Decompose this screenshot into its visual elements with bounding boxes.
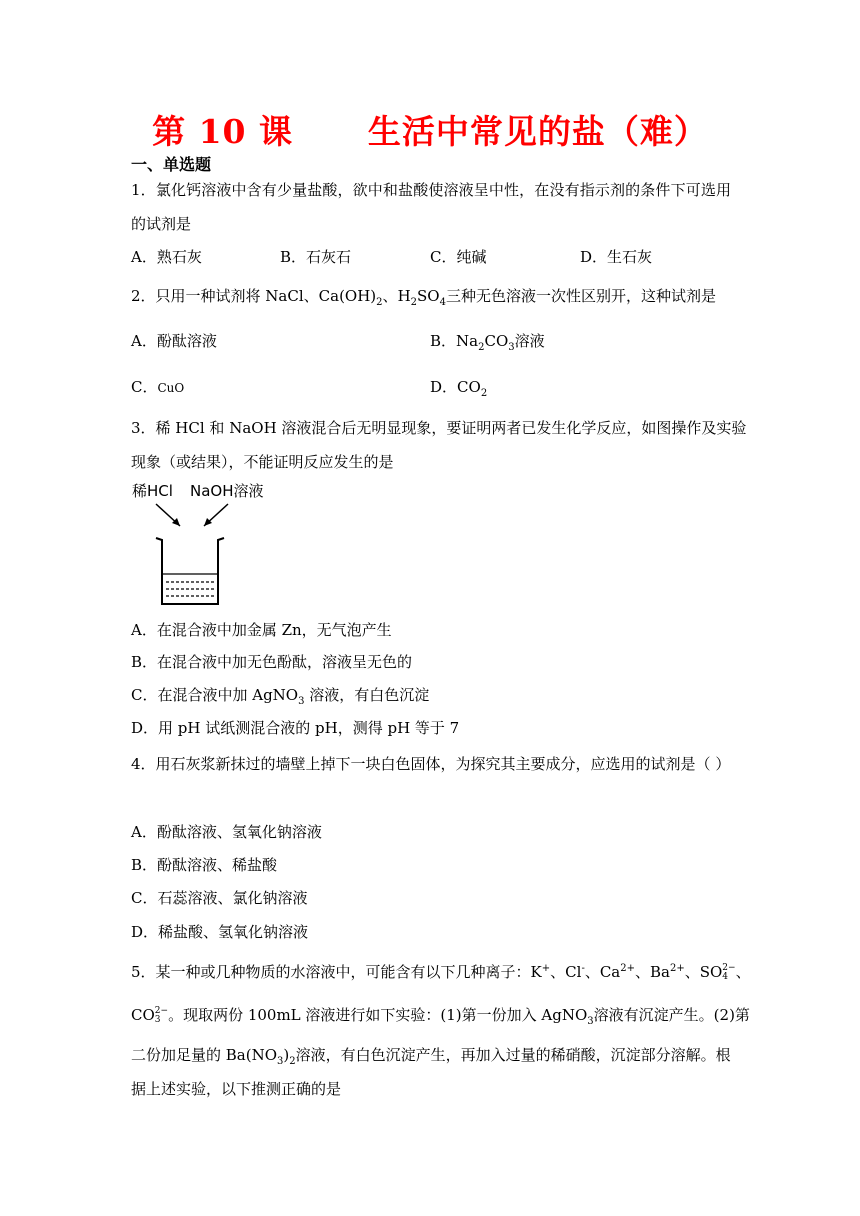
question-1-option-a: A．熟石灰 (131, 248, 202, 266)
question-2-option-a: A．酚酞溶液 (131, 332, 217, 350)
question-3-option-b: B．在混合液中加无色酚酞，溶液呈无色的 (131, 653, 413, 671)
question-1-stem-line-1: 1．氯化钙溶液中含有少量盐酸，欲中和盐酸使溶液呈中性，在没有指示剂的条件下可选用 (131, 181, 731, 199)
question-2-stem-prefix: 2．只用一种试剂将 NaCl、 (131, 287, 319, 305)
page-title: 第 10 课 生活中常见的盐（难） (152, 112, 708, 151)
question-4-option-d: D．稀盐酸、氢氧化钠溶液 (131, 923, 309, 941)
question-4-stem: 4．用石灰浆新抹过的墙壁上掉下一块白色固体，为探究其主要成分，应选用的试剂是（ ） (131, 755, 731, 773)
question-5-stem-line-2: CO 2− 3 。现取两份 100mL 溶液进行如下实验：(1)第一份加入 AgNO$_3$溶液有沉淀产生。(2)第 (131, 1006, 750, 1027)
question-1-option-b: B．石灰石 (280, 248, 352, 266)
question-2-option-c: C．CuO (131, 378, 185, 396)
beaker-illustration (128, 478, 278, 610)
question-4-option-a: A．酚酞溶液、氢氧化钠溶液 (131, 823, 322, 841)
formula-h2so4: $H_2SO_4$ (397, 287, 446, 308)
figure-label-dilute-hcl: 稀HCl (132, 482, 173, 500)
formula-caoh2: $Ca(OH)_2$ (318, 287, 383, 308)
section-heading: 一、单选题 (131, 155, 212, 174)
question-1-option-d: D．生石灰 (580, 248, 653, 266)
question-2-option-b: B．$Na_2CO_3$溶液 (430, 332, 545, 353)
question-5-stem-line-4: 据上述实验，以下推测正确的是 (131, 1080, 342, 1098)
question-3-option-a: A．在混合液中加金属 Zn，无气泡产生 (131, 621, 392, 639)
question-3-option-d: D．用 pH 试纸测混合液的 pH，测得 pH 等于 7 (131, 719, 460, 737)
beaker-figure (128, 478, 278, 610)
question-1-stem-line-2: 的试剂是 (131, 215, 192, 233)
question-3-stem-line-1: 3．稀 HCl 和 NaOH 溶液混合后无明显现象，要证明两者已发生化学反应，如图操作及实验 (131, 419, 747, 437)
question-2-option-d: D．$CO_2$ (430, 378, 488, 399)
question-3-option-c: C．在混合液中加 AgNO$_3$ 溶液，有白色沉淀 (131, 686, 430, 707)
beaker-outline (156, 538, 224, 604)
question-2-stem-suffix: 三种无色溶液一次性区别开，这种试剂是 (445, 287, 716, 305)
question-2-stem: 2．只用一种试剂将 NaCl、$Ca(OH)_2$、$H_2SO_4$三种无色溶液一次性区别开，这种试剂是 (131, 287, 716, 308)
question-5-stem-line-3: 二份加足量的 $Ba(NO_3)_2$溶液，有白色沉淀产生，再加入过量的稀硝酸，沉淀部分溶解。根 (131, 1046, 731, 1067)
question-4-option-c: C．石蕊溶液、氯化钠溶液 (131, 889, 308, 907)
question-4-option-b: B．酚酞溶液、稀盐酸 (131, 856, 278, 874)
question-1-option-c: C．纯碱 (430, 248, 487, 266)
sulfate-charge: 2− 4 (722, 963, 736, 982)
carbonate-charge: 2− 3 (154, 1006, 169, 1025)
question-5-stem-line-1: 5．某一种或几种物质的水溶液中，可能含有以下几种离子：K+、Cl-、$Ca^{2+}$、$Ba^{2+}$、SO 2− 4 、 (131, 963, 751, 982)
figure-label-naoh-solution: NaOH溶液 (190, 482, 264, 500)
question-3-stem-line-2: 现象（或结果），不能证明反应发生的是 (131, 453, 394, 471)
